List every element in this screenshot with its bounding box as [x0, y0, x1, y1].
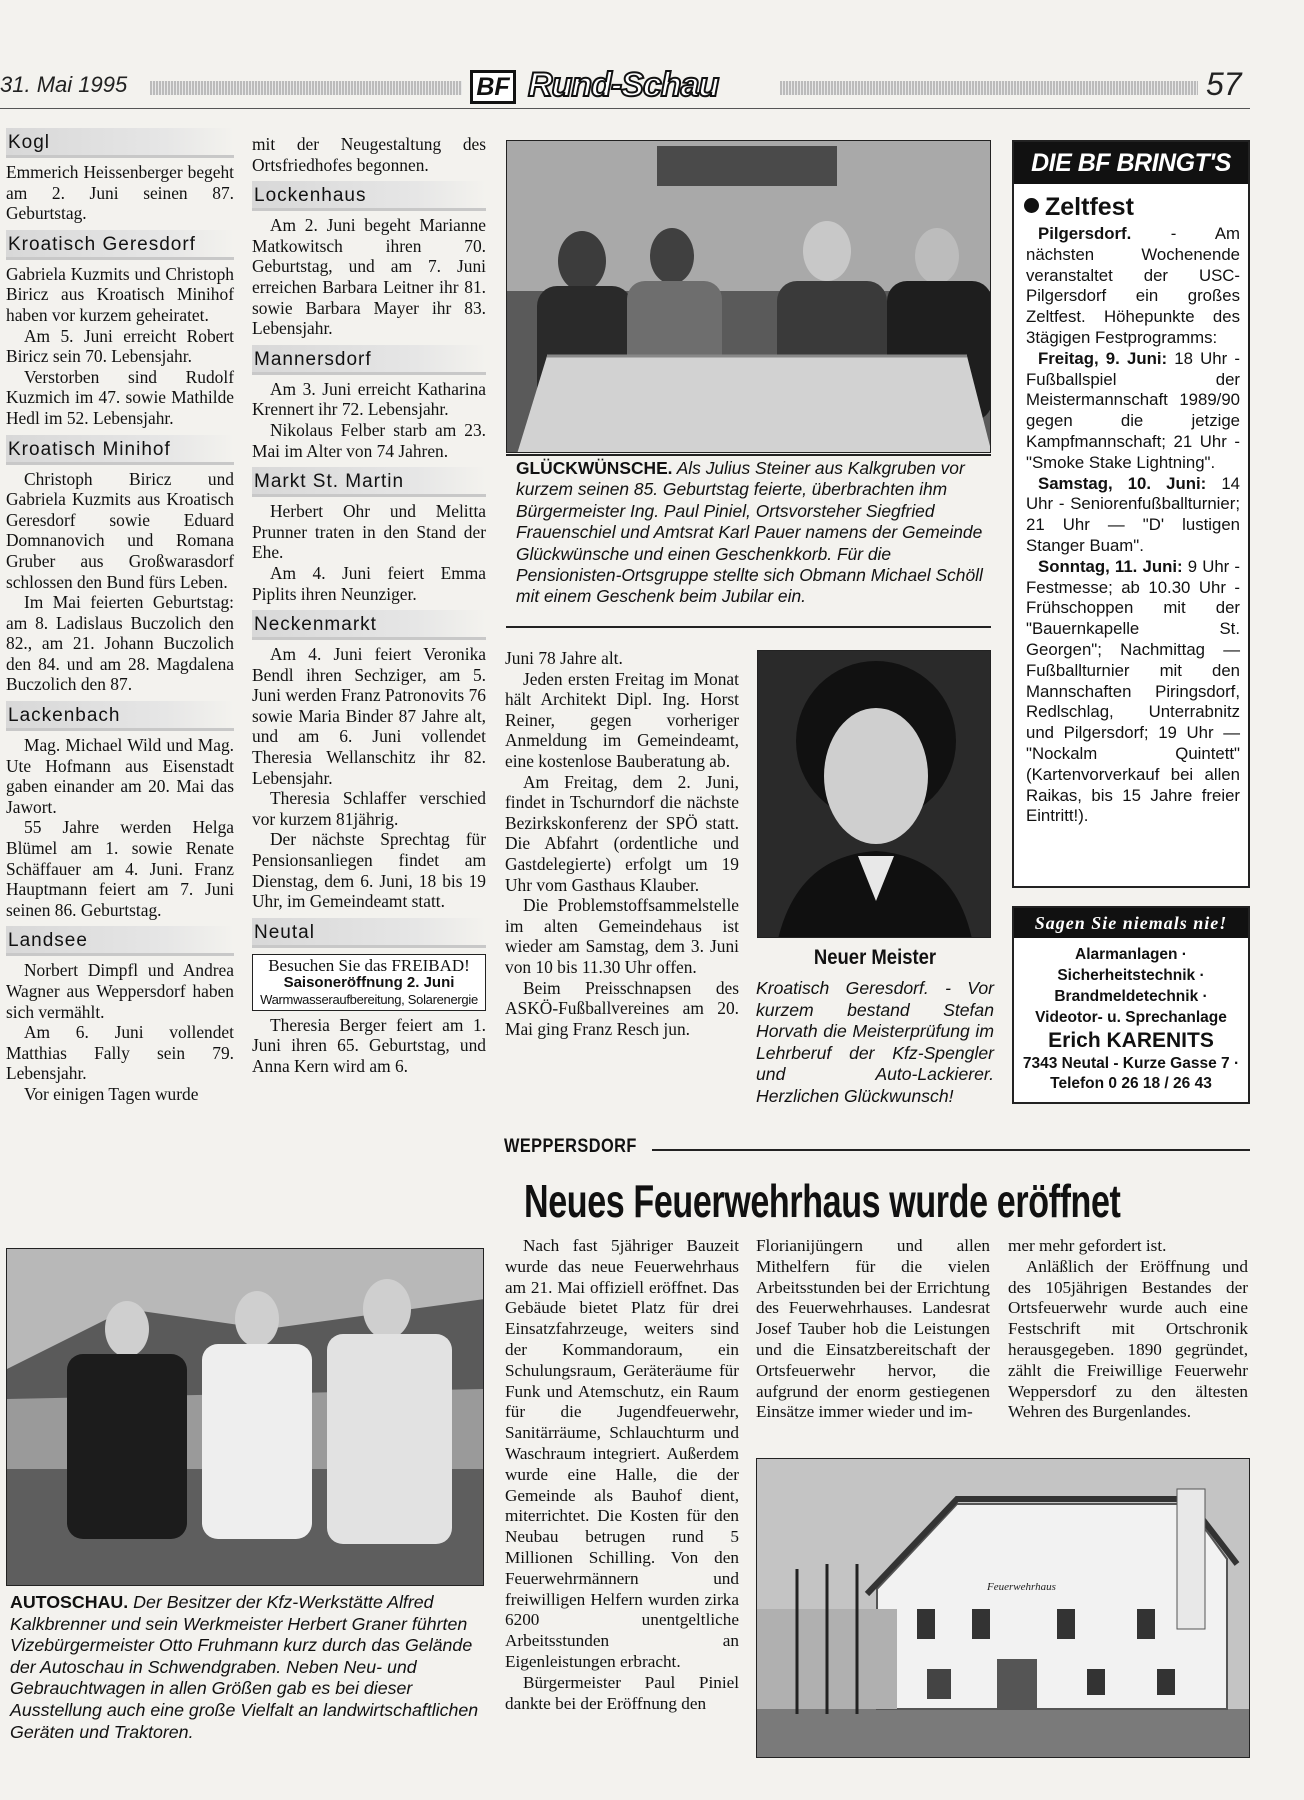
- paragraph: Am 2. Juni begeht Marianne Matkowitsch ihren 70. Geburtstag, und am 7. Juni erreichen Barbara Leitner ihr 81. sowie Barbara Mayer ihr 83. Lebensjahr.: [252, 215, 486, 339]
- paragraph: Juni 78 Jahre alt.: [505, 648, 623, 668]
- photo-neuer-meister: [757, 650, 991, 938]
- ad-line2: Sicherheitstechnik ·: [1057, 967, 1205, 984]
- zeltfest-heading: [1024, 192, 1240, 222]
- caption-glueckwuensche-head: GLÜCKWÜNSCHE.: [516, 458, 673, 478]
- ad-phone: Telefon 0 26 18 / 26 43: [1050, 1075, 1212, 1092]
- zeltfest-title: Zeltfest: [1045, 193, 1134, 221]
- paragraph: Bürgermeister Paul Piniel dankte bei der Eröffnung den: [505, 1672, 739, 1713]
- caption-divider: [506, 454, 991, 456]
- sidebar-paragraph: [1026, 557, 1240, 827]
- caption-glueckwuensche-text: Als Julius Steiner aus Kalkgruben vor kurzem seinen 85. Geburtstag feierte, überbrachten ihm Bürgermeister Ing. Paul Piniel, Ortsvorsteher Siegfried Frauenschiel und Amtsrat Karl Pauer namens der Gemeinde Glückwünsche und einen Geschenkkorb. Für die Pensionisten-Ortsgruppe stellte sich Obmann Michael Schöll mit einem Geschenk beim Jubilar ein.: [516, 458, 983, 607]
- heading-kroatisch-minihof: Kroatisch Minihof: [6, 435, 234, 465]
- paragraph: Beim Preisschnapsen des ASKÖ-Fußballvereines am 20. Mai ging Franz Resch jun.: [505, 977, 739, 1039]
- paragraph: Die Problemstoffsammelstelle im alten Gemeindehaus ist wieder am Samstag, dem 3. Juni von 10 bis 11.30 Uhr offen.: [505, 895, 739, 977]
- paragraph: Nikolaus Felber starb am 23. Mai im Alter von 74 Jahren.: [252, 419, 486, 461]
- ad-line1: Alarmanlagen ·: [1075, 946, 1187, 963]
- caption-autoschau-text: Der Besitzer der Kfz-Werkstätte Alfred Kalkbrenner und sein Werkmeister Herbert Graner führten Vizebürgermeister Otto Fruhmann kurz durch das Gelände der Autoschau in Schwendgraben. Neben Neu- und Gebrauchtwagen in allen Größen gab es bei dieser Ausstellung auch eine große Vielfalt an landwirtschaftlichen Geräten und Traktoren.: [10, 1592, 479, 1742]
- photo-autoschau: [6, 1248, 484, 1586]
- article-column-2: [756, 1236, 990, 1423]
- sidebar-friday: 18 Uhr - Fußballspiel der Meistermannschaft 1989/90 gegen die jetzige Kampfmannschaft; 21 Uhr - "Smoke Stake Lightning".: [1026, 348, 1240, 472]
- column-1: [6, 128, 234, 1105]
- building-sign: Feuerwehrhaus: [987, 1581, 1056, 1593]
- sidebar-saturday: 14 Uhr - Seniorenfußballturnier; 21 Uhr — "D' lustigen Stanger Buam".: [1026, 473, 1240, 555]
- paragraph: Jeden ersten Freitag im Monat hält Architekt Dipl. Ing. Horst Reiner, gegen vorheriger Anmeldung im Gemeindeamt, eine kostenlose Bauberatung ab.: [505, 668, 739, 771]
- photo-feuerwehrhaus-image: [757, 1459, 1250, 1758]
- heading-neckenmarkt: Neckenmarkt: [252, 610, 486, 640]
- freibad-ad-line3: Warmwasseraufbereitung, Solarenergie: [260, 991, 478, 1007]
- paragraph: Anläßlich der Eröffnung und des 105jährigen Bestandes der Ortsfeuerwehr wurde auch eine Festschrift mit Ortschronik herausgegeben. 1890 gegründet, zählt die Freiwillige Feuerwehr Weppersdorf zu den ältesten Wehren des Burgenlandes.: [1008, 1256, 1248, 1422]
- ad-slogan: Sagen Sie niemals nie!: [1014, 908, 1248, 938]
- paragraph: Christoph Biricz und Gabriela Kuzmits aus Kroatisch Geresdorf sowie Eduard Domnanovich und Romana Gruber aus Großwarasdorf schlossen den Bund fürs Leben.: [6, 468, 234, 592]
- paragraph: Am 5. Juni erreicht Robert Biricz sein 70. Lebensjahr.: [6, 325, 234, 367]
- header-underline: [0, 108, 1250, 109]
- paragraph: Herbert Ohr und Melitta Prunner traten in den Stand der Ehe.: [252, 501, 486, 563]
- heading-lackenbach: Lackenbach: [6, 701, 234, 731]
- ad-address: 7343 Neutal - Kurze Gasse 7 ·: [1022, 1055, 1240, 1072]
- paragraph: Im Mai feierten Geburtstag: am 8. Ladislaus Buczolich den 82., am 21. Johann Buczolich den 84. und am 28. Magdalena Buczolich den 87.: [6, 592, 234, 695]
- bullet-icon: [1024, 198, 1039, 213]
- paragraph: Emmerich Heissenberger begeht am 2. Juni seinen 87. Geburtstag.: [6, 162, 234, 224]
- column-2: [252, 134, 486, 1077]
- photo-feuerwehrhaus: [756, 1458, 1250, 1758]
- caption-autoschau-head: AUTOSCHAU.: [10, 1592, 129, 1612]
- paragraph: Am 3. Juni erreicht Katharina Krennert ihr 72. Lebensjahr.: [252, 378, 486, 420]
- column-3: [505, 648, 739, 1039]
- heading-lockenhaus: Lockenhaus: [252, 181, 486, 211]
- paragraph: Nach fast 5jähriger Bauzeit wurde das neue Feuerwehrhaus am 21. Mai offiziell eröffnet. Das Gebäude bietet Platz für drei Einsatzfahrzeuge, weiters sind der Kommandoraum, ein Schulungsraum, Geräteräume für Funk und Atemschutz, ein Raum für die Jugendfeuerwehr, Sanitärräume, Schlauchturm und Waschraum integriert. Außerdem wurde eine Halle, die der Gemeinde als Bauhof dient, miterrichtet. Die Kosten für den Neubau betrugen rund 5 Millionen Schilling. Von den Feuerwehrmännern und freiwilligen Helfern wurden zirka 6200 unentgeltliche Arbeitsstunden an Eigenleistungen erbracht.: [505, 1236, 739, 1671]
- freibad-ad-line1: Besuchen Sie das FREIBAD!: [268, 955, 470, 975]
- paragraph: Am 4. Juni feiert Emma Piplits ihren Neunziger.: [252, 562, 486, 604]
- bf-logo: BF: [470, 70, 516, 104]
- sidebar-saturday-label: Samstag, 10. Juni:: [1038, 473, 1207, 493]
- paragraph: Am 4. Juni feiert Veronika Bendl ihren Sechziger, am 5. Juni werden Franz Patronovits 76 sowie Maria Binder 87 Jahre alt, und am 6. Juni vollendet Theresia Wellanschitz ihr 82. Lebensjahr.: [252, 644, 486, 788]
- paragraph: Theresia Schlaffer verschied vor kurzem 81jährig.: [252, 788, 486, 829]
- sidebar-p1: - Am nächsten Wochenende veranstaltet der USC-Pilgersdorf ein großes Zeltfest. Höhepunkte des 3tägigen Festprogramms:: [1026, 224, 1240, 347]
- sidebar-sunday-label: Sonntag, 11. Juni:: [1038, 556, 1183, 576]
- karenits-ad: [1012, 906, 1250, 1104]
- sidebar-title: DIE BF BRINGT'S: [1014, 142, 1248, 184]
- paragraph: Florianijüngern und allen Mithelfern für die vielen Arbeitsstunden bei der Errichtung des Feuerwehrhauses. Landesrat Josef Tauber hob die Leistungen und die Einsatzbereitschaft der Ortsfeuerwehr hervor, die aufgrund der enorm gestiegenen Einsätze immer wieder und im-: [756, 1236, 990, 1422]
- neuer-meister-caption: Kroatisch Geresdorf. - Vor kurzem bestand Stefan Horvath die Meisterprüfung im Lehrberuf der Kfz-Spengler und Auto-Lackierer. Herzlichen Glückwunsch!: [756, 978, 994, 1106]
- photo-glueckwuensche: [506, 140, 991, 453]
- paragraph: 55 Jahre werden Helga Blümel am 1. sowie Renate Schäffauer am 4. Juni. Franz Hauptmann feiert am 7. Juni seinen 86. Geburtstag.: [6, 817, 234, 920]
- photo-autoschau-image: [7, 1249, 484, 1586]
- paragraph: mit der Neugestaltung des Ortsfriedhofes begonnen.: [252, 134, 486, 175]
- sidebar-body: [1014, 184, 1248, 827]
- paragraph: Verstorben sind Rudolf Kuzmich im 47. sowie Mathilde Hedl im 52. Lebensjahr.: [6, 366, 234, 428]
- heading-landsee: Landsee: [6, 926, 234, 956]
- heading-kroatisch-geresdorf: Kroatisch Geresdorf: [6, 230, 234, 260]
- paragraph: Der nächste Sprechtag für Pensionsanliegen findet am Dienstag, dem 6. Juni, 18 bis 19 Uhr, im Gemeindeamt statt.: [252, 829, 486, 912]
- header-date: 31. Mai 1995: [0, 72, 128, 97]
- paragraph: Norbert Dimpfl und Andrea Wagner aus Weppersdorf haben sich vermählt.: [6, 960, 234, 1022]
- sidebar-paragraph: [1026, 349, 1240, 474]
- heading-neutal: Neutal: [252, 918, 486, 948]
- sidebar-place: Pilgersdorf.: [1038, 224, 1132, 243]
- sidebar-friday-label: Freitag, 9. Juni:: [1038, 348, 1168, 368]
- article-column-3: [1008, 1236, 1248, 1423]
- sidebar-paragraph: [1026, 224, 1240, 349]
- heading-kogl: Kogl: [6, 128, 234, 158]
- sidebar-sunday: 9 Uhr - Festmesse; ab 10.30 Uhr - Frühschoppen mit der "Bauernkapelle St. Georgen"; Nachmittag — Fußballturnier mit den Mannschaften Piringsdorf, Redlschlag, Unterrabnitz und Pilgersdorf; 19 Uhr — "Nockalm Quintett" (Kartenvorverkauf bei allen Raikas, bis 15 Jahre freier Eintritt!).: [1026, 556, 1240, 826]
- sidebar-paragraph: [1026, 474, 1240, 557]
- paragraph: Gabriela Kuzmits und Christoph Biricz aus Kroatisch Minihof haben vor kurzem geheiratet.: [6, 263, 234, 325]
- weppersdorf-kicker: WEPPERSDORF: [504, 1136, 637, 1157]
- section-title: Rund-Schau: [528, 66, 719, 104]
- paragraph: Mag. Michael Wild und Mag. Ute Hofmann aus Eisenstadt gaben einander am 20. Mai das Jawort.: [6, 735, 234, 817]
- page-number: 57: [1206, 66, 1242, 102]
- paragraph: mer mehr gefordert ist.: [1008, 1236, 1167, 1255]
- paragraph: Vor einigen Tagen wurde: [24, 1083, 199, 1104]
- heading-markt-st-martin: Markt St. Martin: [252, 467, 486, 497]
- neuer-meister-head: Neuer Meister: [813, 946, 937, 969]
- ad-name: Erich KARENITS: [1048, 1029, 1214, 1052]
- photo-neuer-meister-image: [758, 651, 991, 938]
- ad-line4: Videotor- u. Sprechanlage: [1035, 1009, 1227, 1026]
- sidebar-box: [1012, 140, 1250, 888]
- kicker-rule: [652, 1149, 1250, 1151]
- photo-glueckwuensche-image: [507, 141, 991, 453]
- paragraph: Am Freitag, dem 2. Juni, findet in Tschurndorf die nächste Bezirkskonferenz der SPÖ statt. Die Abfahrt (ordentliche und Gastdelegierte) erfolgt um 19 Uhr vom Gasthaus Klauber.: [505, 771, 739, 895]
- freibad-ad-line2: Saisoneröffnung 2. Juni: [283, 973, 455, 991]
- caption-autoschau: [10, 1592, 484, 1743]
- weppersdorf-headline: Neues Feuerwehrhaus wurde eröffnet: [524, 1175, 1121, 1227]
- caption-glueckwuensche: [516, 458, 988, 608]
- ad-line3: Brandmeldetechnik ·: [1054, 988, 1208, 1005]
- heading-mannersdorf: Mannersdorf: [252, 345, 486, 375]
- article-column-1: [505, 1236, 739, 1714]
- paragraph: Am 6. Juni vollendet Matthias Fally sein 79. Lebensjahr.: [6, 1022, 234, 1084]
- freibad-ad: [252, 954, 486, 1011]
- caption-divider-bottom: [506, 626, 991, 628]
- header-rule-right: [780, 81, 1198, 95]
- paragraph: Theresia Berger feiert am 1. Juni ihren 65. Geburtstag, und Anna Kern wird am 6.: [252, 1014, 486, 1076]
- header-rule-left: [150, 81, 462, 95]
